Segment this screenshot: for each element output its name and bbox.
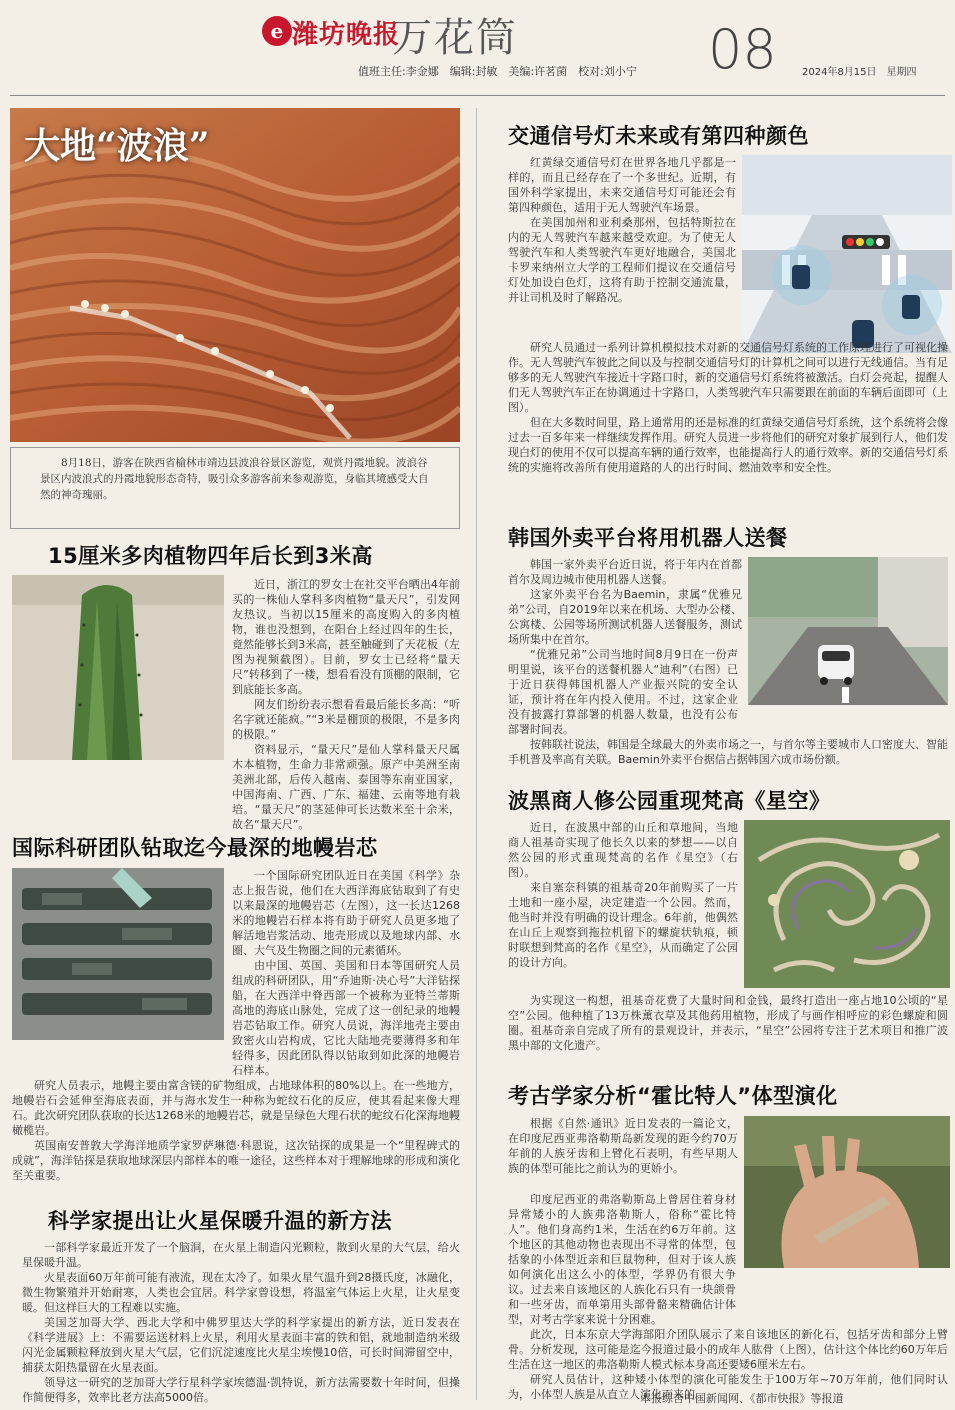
hobbit-body-wrap bbox=[508, 1116, 738, 1176]
mars-paragraph: 美国芝加哥大学、西北大学和中佛罗里达大学的科学家提出的新方法，近日发表在《科学进展》上：不需要运送材料上火星，利用火星表面丰富的铁和铝，就地制造纳米级闪光金属颗粒释放到火星大气层，它们沉淀速度比火星尘埃慢10倍，可长时间滞留空中，捕获太阳热量留在火星表面。 bbox=[22, 1316, 460, 1374]
mantle-body-full bbox=[12, 958, 460, 1183]
newspaper-name: 潍坊晚报 bbox=[292, 20, 401, 50]
source-credit: 本报综合中国新闻网、《都市快报》等报道 bbox=[640, 1392, 844, 1405]
robot-paragraph: 按韩联社说法，韩国是全球最大的外卖市场之一，与首尔等主要城市人口密度大、智能手机普及率高有关联。Baemin外卖平台据信占据韩国六成市场份额。 bbox=[508, 738, 948, 766]
cactus-body-full bbox=[20, 742, 460, 832]
traffic-illustration bbox=[742, 155, 952, 353]
robot-paragraph: 这家外卖平台名为Baemin，隶属“优雅兄弟”公司，自2019年以来在机场、大型办公楼、公寓楼、公园等场所测试机器人送餐服务，测试场所集中在首尔。 bbox=[508, 588, 742, 646]
traffic-paragraph: 在美国加州和亚利桑那州，包括特斯拉在内的无人驾驶汽车越来越受欢迎。为了使无人驾驶汽车和人类驾驶汽车更好地融合，美国北卡罗来纳州立大学的工程师们提议在交通信号灯处加设白色灯，这将有助于控制交通流量，并让司机及时了解路况。 bbox=[508, 216, 736, 304]
hobbit-paragraph: 此次，日本东京大学海部阳介团队展示了来自该地区的新化石，包括牙齿和部分上臂骨。分析发现，这可能是迄今报道过最小的成年人肱骨（上图），估计这个体比约60万年后生活在这一地区的弗洛勒斯人模式标本身高还要矮6厘米左右。 bbox=[508, 1328, 948, 1371]
robot-body-wrap bbox=[508, 557, 742, 647]
masthead-rule bbox=[10, 95, 945, 96]
traffic-body-wrap bbox=[508, 155, 736, 305]
wave-caption: 8月18日，游客在陕西省榆林市靖边县波浪谷景区游览，观赏丹霞地貌。波浪谷景区内波浪式的丹霞地貌形态奇特，吸引众多游客前来参观游览，身临其境感受大自然的神奇瑰丽。 bbox=[40, 457, 429, 501]
hobbit-paragraph: 研究人员估计，这种矮小体型的演化可能发生于100万年~70万年前，他们同时认为，小体型人族是从直立人演化而来的。 bbox=[508, 1373, 948, 1401]
starry-paragraph: 来自塞奈科镇的祖基奇20年前购买了一片土地和一座小屋，决定建造一个公园。然而，他当时并没有明确的设计理念。6年前，他偶然在山丘上观察到拖拉机留下的螺旋状轨痕，顿时联想到梵高的名作《星空》，从而确定了公园的设计方向。 bbox=[508, 881, 738, 969]
editor-credits: 值班主任:李金娜 编辑:封敏 美编:许茗菌 校对:刘小宁 bbox=[358, 65, 637, 78]
hobbit-headline: 考古学家分析“霍比特人”体型演化 bbox=[508, 1084, 838, 1108]
traffic-paragraph: 但在大多数时间里，路上通常用的还是标准的红黄绿交通信号灯系统，这个系统将会像过去一百多年来一样继续发挥作用。研究人员进一步将他们的研究对象扩展到行人，他们发现白灯的使用不仅可以提高车辆的通行效率，也能提高行人的通行效率。新的交通信号灯系统的实施将改善所有使用道路的人的出行时间、燃油效率和安全性。 bbox=[508, 416, 948, 474]
starry-paragraph: 近日，在波黑中部的山丘和草地间，当地商人祖基奇实现了他长久以来的梦想——以自然公园的形式重现梵高的名作《星空》（右图）。 bbox=[508, 821, 738, 879]
page-number: 08 bbox=[708, 18, 777, 81]
starry-body-full bbox=[508, 993, 948, 1053]
mars-body bbox=[22, 1240, 460, 1405]
cactus-paragraph: 近日，浙江的罗女士在社交平台晒出4年前买的一株仙人掌科多肉植物“量天尺”，引发网友热议。当初以15厘米的高度购入的多肉植物，谁也没想到，在阳台上经过四年的生长，竟然能够长到3米高，甚至触碰到了天花板（左图为视频截图）。目前，罗女士已经将“量天尺”转移到了一楼，想看看没有顶棚的限制，它到底能长多高。 bbox=[232, 578, 460, 696]
hobbit-body-full bbox=[508, 1192, 948, 1402]
traffic-body-full bbox=[508, 340, 948, 475]
starry-headline: 波黑商人修公园重现梵高《星空》 bbox=[508, 789, 831, 813]
issue-date: 2024年8月15日 星期四 bbox=[802, 67, 917, 78]
wave-photo-title: 大地“波浪” bbox=[24, 125, 210, 167]
section-name: 万花筒 bbox=[392, 15, 518, 61]
robot-headline: 韩国外卖平台将用机器人送餐 bbox=[508, 526, 788, 550]
starry-paragraph: 为实现这一构想，祖基奇花费了大量时间和金钱，最终打造出一座占地10公顷的“星空”公园。他种植了13万株薰衣草及其他药用植物，形成了与画作相呼应的彩色螺旋和圆圈。祖基奇亲自完成了所有的景观设计，并表示，“星空”公园将专注于艺术项目和推广波黑中部的文化遗产。 bbox=[508, 994, 948, 1052]
robot-body-full bbox=[508, 647, 948, 767]
mantle-paragraph: 英国南安普敦大学海洋地质学家罗萨琳德·科恩说，这次钻探的成果是一个“里程碑式的成就”，海洋钻探是获取地球深层内部样本的唯一途径，这些样本对于理解地球的形成和演化至关重要。 bbox=[12, 1139, 460, 1182]
hobbit-paragraph: 根据《自然·通讯》近日发表的一篇论文，在印度尼西亚弗洛勒斯岛新发现的距今约70万年前的人族牙齿和上臂化石表明，有些早期人族的体型可能比之前认为的更娇小。 bbox=[508, 1117, 738, 1175]
mars-headline: 科学家提出让火星保暖升温的新方法 bbox=[48, 1209, 392, 1233]
mars-paragraph: 领导这一研究的芝加哥大学行星科学家埃德温·凯特说，新方法需要数十年时间，但操作简便得多，效率比老方法高5000倍。 bbox=[22, 1376, 460, 1404]
mantle-headline: 国际科研团队钻取迄今最深的地幔岩芯 bbox=[12, 836, 378, 860]
column-divider bbox=[476, 108, 477, 1400]
robot-paragraph: 韩国一家外卖平台近日说，将于年内在首都首尔及周边城市使用机器人送餐。 bbox=[508, 558, 742, 586]
mantle-paragraph: 由中国、英国、美国和日本等国研究人员组成的科研团队，用“乔迪斯·决心号”大洋钻探船，在大西洋中脊西部一个被称为亚特兰蒂斯高地的海底山脉处，完成了这一创纪录的地幔岩芯钻取工作。研究人员说，海洋地壳主要由致密火山岩构成，它比大陆地壳要薄得多和年轻得多，因此团队得以钻取到如此深的地幔岩石样本。 bbox=[232, 959, 460, 1077]
mantle-paragraph: 一个国际研究团队近日在美国《科学》杂志上报告说，他们在大西洋海底钻取到了有史以来最深的地幔岩芯（左图），这一长达1268米的地幔岩石样本将有助于研究人员更多地了解活地岩浆活动、地壳形成以及地球内部、水圈、大气及生物圈之间的元素循环。 bbox=[232, 869, 460, 957]
newspaper-logo-icon: e bbox=[262, 16, 292, 46]
mars-paragraph: 火星表面60万年前可能有液流，现在太冷了。如果火星气温升到28摄氏度，冰融化，微生物繁殖并开始耐寒，人类也会宜居。科学家曾设想，将温室气体运上火星，让火星变暖。但这样巨大的工程难以实施。 bbox=[22, 1271, 460, 1314]
mars-paragraph: 一部科学家最近开发了一个脑洞，在火星上制造闪光颗粒，散到火星的大气层，给火星保暖升温。 bbox=[22, 1241, 460, 1269]
traffic-paragraph: 红黄绿交通信号灯在世界各地几乎都是一样的，而且已经存在了一个多世纪。近期，有国外科学家提出，未来交通信号灯可能还会有第四种颜色，适用于无人驾驶汽车场景。 bbox=[508, 156, 736, 214]
traffic-headline: 交通信号灯未来或有第四种颜色 bbox=[508, 124, 809, 148]
masthead bbox=[0, 0, 955, 95]
mantle-body-wrap bbox=[232, 868, 460, 958]
cactus-paragraph: 网友们纷纷表示想看看最后能长多高：“听名字就还能疯。”“3米是棚顶的极限，不是多肉的极限。” bbox=[232, 698, 460, 741]
cactus-paragraph: 资料显示，“量天尺”是仙人掌科量天尺属木本植物，生命力非常顽强。原产中美洲至南美洲北部，后传入越南、泰国等东南亚国家，中国海南、广西、广东、福建、云南等地有栽培。“量天尺”的茎延伸可长达数米至十余米，故名“量天尺”。 bbox=[232, 743, 460, 831]
cactus-body-wrap bbox=[232, 577, 460, 742]
starry-body-wrap bbox=[508, 820, 738, 970]
cactus-headline: 15厘米多肉植物四年后长到3米高 bbox=[48, 544, 373, 568]
mantle-paragraph: 研究人员表示，地幔主要由富含镁的矿物组成，占地球体积的80%以上。在一些地方，地幔岩石会延伸至海底表面，并与海水发生一种称为蛇纹石化的反应，使其看起来像大理石。此次研究团队获取的长达1268米的地幔岩芯，就是呈绿色大理石状的蛇纹石化深海地幔橄榄岩。 bbox=[12, 1079, 460, 1137]
cactus-photo bbox=[12, 575, 224, 760]
robot-paragraph: “优雅兄弟”公司当地时间8月9日在一份声明里说，该平台的送餐机器人“迪利”（右图）已于近日获得韩国机器人产业振兴院的安全认证，预计将在年内投入使用。不过，这家企业没有披露打算部署的机器人数量，也没有公布部署时间表。 bbox=[508, 648, 738, 736]
starry-park-photo bbox=[744, 820, 950, 988]
hobbit-paragraph: 印度尼西亚的弗洛勒斯岛上曾居住着身材异常矮小的人族弗洛勒斯人，俗称“霍比特人”。他们身高约1米，生活在约6万年前。这个地区的其他动物也表现出不寻常的体型，包括象的小体型近亲和巨鼠物种，但对于该人族如何演化出这么小的体型，学界仍有很大争议。过去来自该地区的人族化石只有一块颌骨和一些牙齿，而单第用头部骨骼来精确估计体型，对考古学家来说十分困难。 bbox=[508, 1193, 736, 1326]
traffic-paragraph: 研究人员通过一系列计算机模拟技术对新的交通信号灯系统的工作原理进行了可视化操作。无人驾驶汽车彼此之间以及与控制交通信号灯的计算机之间可以进行无线通信。当有足够多的无人驾驶汽车接近十字路口时，新的交通信号灯系统将被激活。白灯会亮起，提醒人们无人驾驶汽车正在协调通过十字路口，人类驾驶汽车只需要跟在前面的车辆后面即可（上图）。 bbox=[508, 341, 948, 414]
